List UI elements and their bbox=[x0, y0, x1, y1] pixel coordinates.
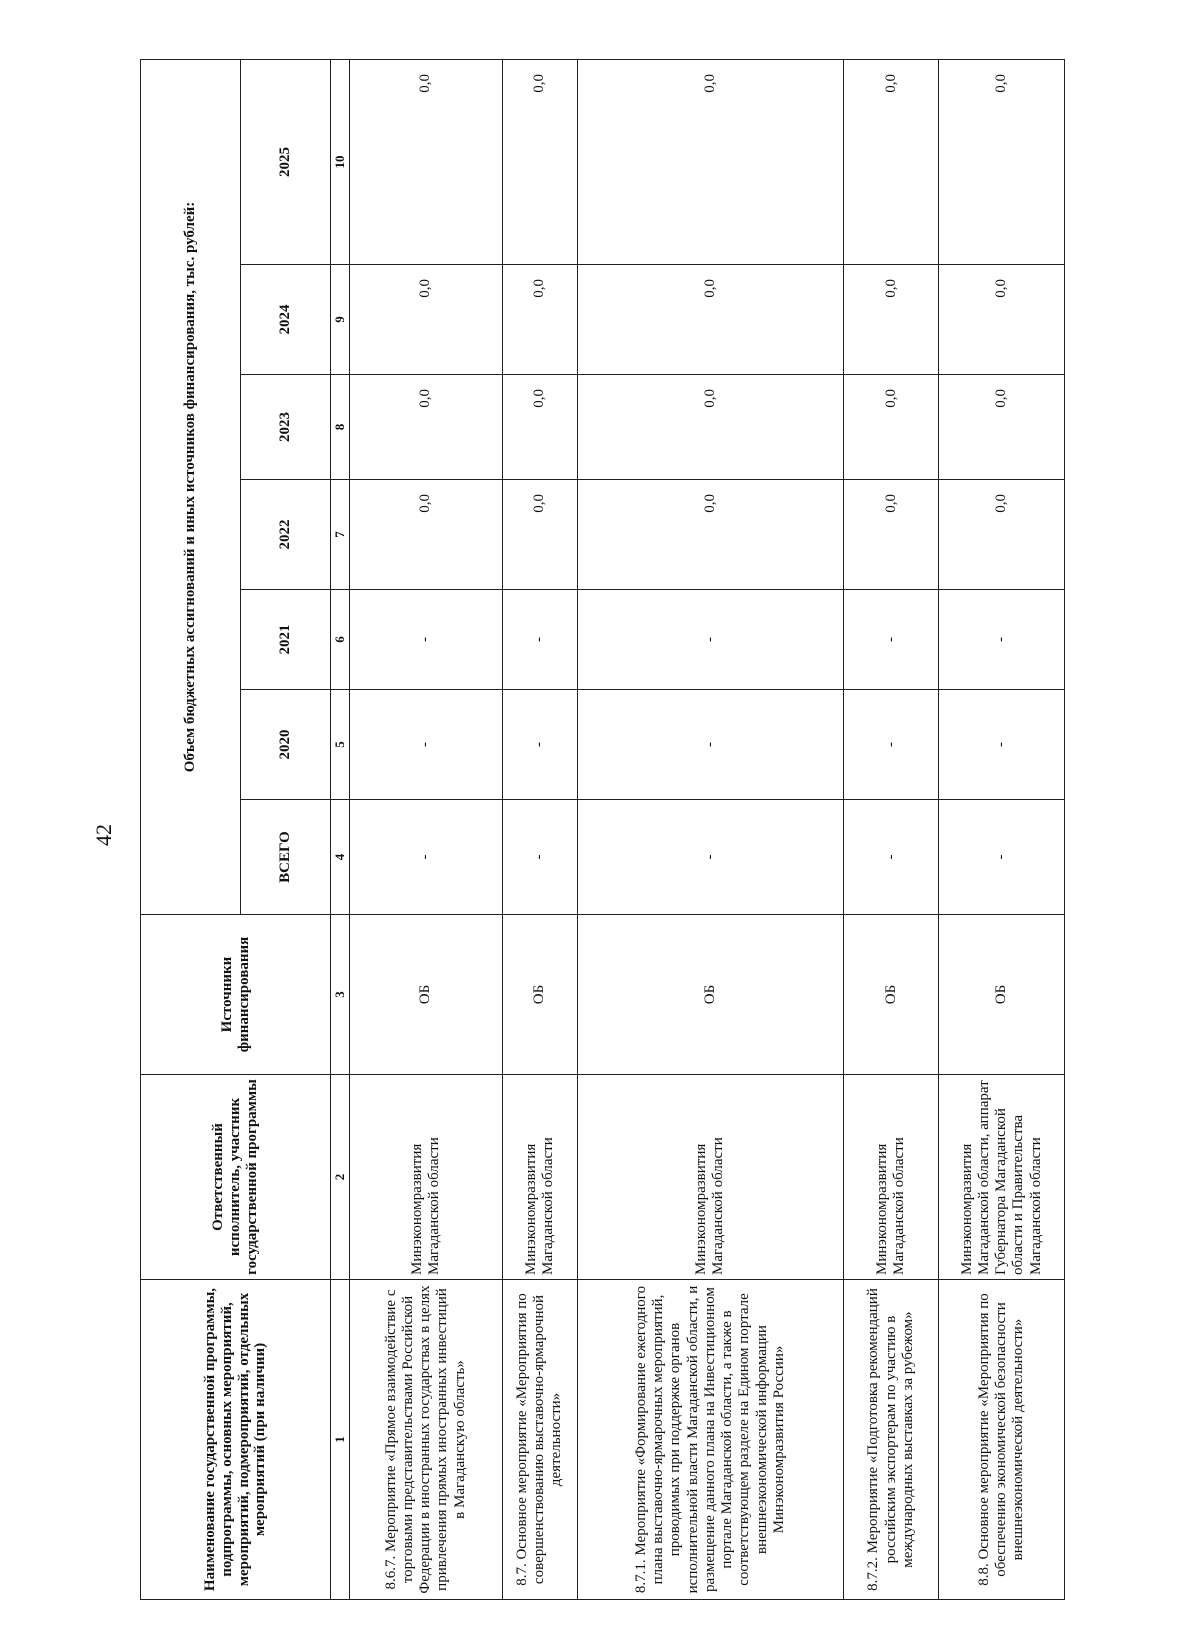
cell-value: - bbox=[939, 800, 1065, 915]
cell-value: 0,0 bbox=[577, 265, 843, 375]
cell-executor: Минэкономразвития Магаданской области bbox=[350, 1075, 503, 1280]
column-number: 5 bbox=[331, 690, 350, 800]
column-number: 10 bbox=[331, 60, 350, 265]
cell-name: 8.7.1. Мероприятие «Формирование ежегодного плана выставочно-ярмарочных мероприятий, проводимых при поддержке органов исполнительной власти Магаданской области, и размещение данного плана на Инвестиционном портале Магаданской области, а также в соответствующем разделе на Едином портале внешнеэкономической информации Минэкономразвития России» bbox=[577, 1280, 843, 1600]
cell-value: 0,0 bbox=[502, 375, 577, 480]
cell-value: 0,0 bbox=[502, 480, 577, 590]
table-row bbox=[844, 60, 939, 1600]
cell-value: 0,0 bbox=[844, 265, 939, 375]
cell-source: ОБ bbox=[577, 915, 843, 1075]
header-year: 2024 bbox=[241, 265, 331, 375]
cell-value: - bbox=[844, 590, 939, 690]
column-number: 7 bbox=[331, 480, 350, 590]
header-name: Наименование государственной программы, подпрограммы, основных мероприятий, мероприятий, подмероприятий, отдельных мероприятий (при наличии) bbox=[141, 1280, 331, 1600]
cell-source: ОБ bbox=[502, 915, 577, 1075]
cell-value: - bbox=[844, 690, 939, 800]
header-row-top bbox=[141, 60, 241, 1600]
header-year: 2020 bbox=[241, 690, 331, 800]
column-number: 1 bbox=[331, 1280, 350, 1600]
cell-name: 8.7.2. Мероприятие «Подготовка рекомендаций российским экспортерам по участию в международных выставках за рубежом» bbox=[844, 1280, 939, 1600]
cell-value: 0,0 bbox=[844, 480, 939, 590]
header-year: 2021 bbox=[241, 590, 331, 690]
cell-value: - bbox=[577, 800, 843, 915]
column-number: 3 bbox=[331, 915, 350, 1075]
cell-value: 0,0 bbox=[844, 60, 939, 265]
column-number: 6 bbox=[331, 590, 350, 690]
cell-value: 0,0 bbox=[577, 480, 843, 590]
cell-source: ОБ bbox=[350, 915, 503, 1075]
cell-value: - bbox=[502, 690, 577, 800]
cell-value: 0,0 bbox=[577, 375, 843, 480]
header-row-numbers bbox=[331, 60, 350, 1600]
column-number: 8 bbox=[331, 375, 350, 480]
cell-value: 0,0 bbox=[502, 265, 577, 375]
page-number: 42 bbox=[91, 824, 116, 846]
cell-value: 0,0 bbox=[350, 375, 503, 480]
header-year: 2022 bbox=[241, 480, 331, 590]
rotated-table-sheet bbox=[140, 60, 1065, 1600]
cell-executor: Минэкономразвития Магаданской области bbox=[502, 1075, 577, 1280]
cell-value: 0,0 bbox=[502, 60, 577, 265]
cell-value: - bbox=[350, 590, 503, 690]
column-number: 2 bbox=[331, 1075, 350, 1280]
cell-source: ОБ bbox=[939, 915, 1065, 1075]
table-row bbox=[939, 60, 1065, 1600]
header-volume: Объем бюджетных ассигнований и иных источников финансирования, тыс. рублей: bbox=[141, 60, 241, 915]
cell-value: 0,0 bbox=[939, 265, 1065, 375]
cell-value: 0,0 bbox=[939, 375, 1065, 480]
cell-executor: Минэкономразвития Магаданской области bbox=[577, 1075, 843, 1280]
cell-source: ОБ bbox=[844, 915, 939, 1075]
cell-value: - bbox=[939, 590, 1065, 690]
financing-table bbox=[140, 59, 1065, 1600]
column-number: 9 bbox=[331, 265, 350, 375]
cell-value: 0,0 bbox=[350, 265, 503, 375]
header-year: 2023 bbox=[241, 375, 331, 480]
cell-executor: Минэкономразвития Магаданской области, аппарат Губернатора Магаданской области и Правительства Магаданской области bbox=[939, 1075, 1065, 1280]
cell-value: 0,0 bbox=[939, 60, 1065, 265]
cell-name: 8.8. Основное мероприятие «Мероприятия по обеспечению экономической безопасности внешнеэкономической деятельности» bbox=[939, 1280, 1065, 1600]
cell-value: - bbox=[350, 800, 503, 915]
cell-executor: Минэкономразвития Магаданской области bbox=[844, 1075, 939, 1280]
header-source: Источники финансирования bbox=[141, 915, 331, 1075]
header-year: 2025 bbox=[241, 60, 331, 265]
cell-value: - bbox=[577, 590, 843, 690]
cell-value: - bbox=[502, 800, 577, 915]
cell-value: - bbox=[844, 800, 939, 915]
header-executor: Ответственный исполнитель, участник государственной программы bbox=[141, 1075, 331, 1280]
cell-value: - bbox=[939, 690, 1065, 800]
cell-value: - bbox=[502, 590, 577, 690]
cell-value: 0,0 bbox=[939, 480, 1065, 590]
table-row bbox=[350, 60, 503, 1600]
table-row bbox=[577, 60, 843, 1600]
cell-value: 0,0 bbox=[350, 480, 503, 590]
header-year: ВСЕГО bbox=[241, 800, 331, 915]
column-number: 4 bbox=[331, 800, 350, 915]
cell-value: 0,0 bbox=[844, 375, 939, 480]
cell-name: 8.7. Основное мероприятие «Мероприятия по совершенствованию выставочно-ярмарочной деятельности» bbox=[502, 1280, 577, 1600]
cell-value: 0,0 bbox=[350, 60, 503, 265]
table-row bbox=[502, 60, 577, 1600]
cell-value: 0,0 bbox=[577, 60, 843, 265]
cell-value: - bbox=[577, 690, 843, 800]
cell-value: - bbox=[350, 690, 503, 800]
cell-name: 8.6.7. Мероприятие «Прямое взаимодействие с торговыми представительствами Российской Федерации в иностранных государствах в целях привлечения прямых иностранных инвестиций в Магаданскую область» bbox=[350, 1280, 503, 1600]
